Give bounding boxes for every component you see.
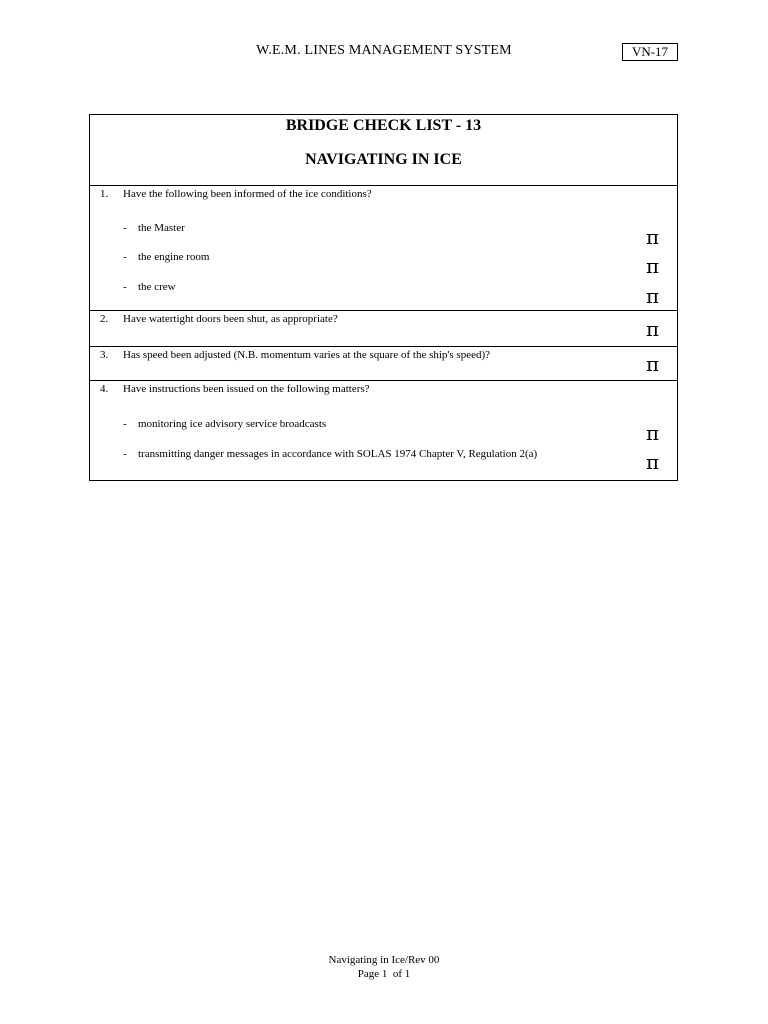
- sub-item-label: monitoring ice advisory service broadcasts: [138, 418, 327, 430]
- checkbox-icon[interactable]: π: [646, 450, 660, 474]
- item-number: 1.: [100, 188, 109, 200]
- sub-item-dash: -: [123, 281, 127, 293]
- checkbox-icon[interactable]: π: [646, 284, 660, 308]
- sub-item-dash: -: [123, 251, 127, 263]
- document-code: VN-17: [622, 43, 678, 61]
- item-question: Have watertight doors been shut, as appropriate?: [123, 313, 338, 325]
- checkbox-icon[interactable]: π: [646, 317, 660, 341]
- sub-item-label: the crew: [138, 281, 176, 293]
- checklist-title-area: [90, 115, 677, 186]
- footer-revision: Navigating in Ice/Rev 00: [328, 954, 440, 966]
- checklist-item-3: [90, 347, 677, 381]
- item-question: Have instructions been issued on the following matters?: [123, 383, 370, 395]
- checklist-item-4: [90, 381, 677, 481]
- sub-item-dash: -: [123, 418, 127, 430]
- item-number: 4.: [100, 383, 109, 395]
- sub-item-dash: -: [123, 222, 127, 234]
- checkbox-icon[interactable]: π: [646, 254, 660, 278]
- sub-item-label: the engine room: [138, 251, 210, 263]
- checklist-item-2: [90, 311, 677, 347]
- sub-item-label: transmitting danger messages in accordance with SOLAS 1974 Chapter V, Regulation 2(a): [138, 448, 538, 460]
- checklist-item-1: [90, 186, 677, 311]
- checkbox-icon[interactable]: π: [646, 421, 660, 445]
- checkbox-icon[interactable]: π: [646, 352, 660, 376]
- checklist-box: [89, 114, 678, 481]
- header-title: W.E.M. LINES MANAGEMENT SYSTEM: [256, 43, 512, 58]
- footer-page-number: Page 1 of 1: [357, 968, 411, 980]
- sub-item-label: the Master: [138, 222, 185, 234]
- checklist-title: BRIDGE CHECK LIST - 13: [285, 117, 482, 134]
- item-number: 2.: [100, 313, 109, 325]
- checklist-subtitle: NAVIGATING IN ICE: [305, 151, 462, 168]
- sub-item-dash: -: [123, 448, 127, 460]
- item-number: 3.: [100, 349, 109, 361]
- item-question: Have the following been informed of the ice conditions?: [123, 188, 372, 200]
- item-question: Has speed been adjusted (N.B. momentum varies at the square of the ship's speed)?: [123, 349, 491, 361]
- checkbox-icon[interactable]: π: [646, 225, 660, 249]
